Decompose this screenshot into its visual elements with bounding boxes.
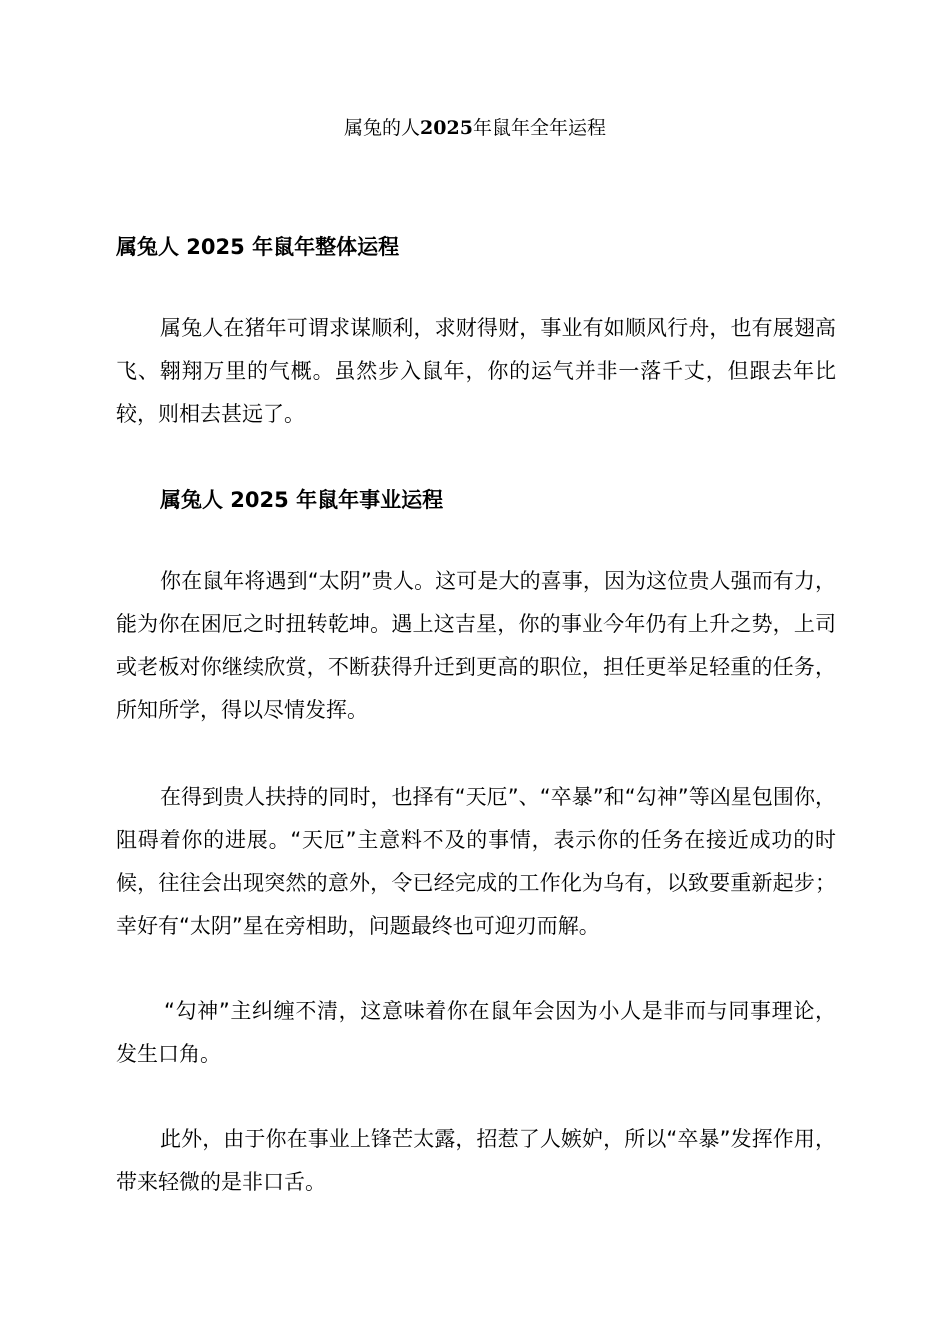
paragraph-career-1: 你在鼠年将遇到“太阴”贵人。这可是大的喜事，因为这位贵人强而有力，能为你在困厄之时扭转乾坤。遇上这吉星，你的事业今年仍有上升之势，上司或老板对你继续欣赏，不断获得升迁到更高的职位，担任更举足轻重的任务，所知所学，得以尽情发挥。: [116, 569, 836, 722]
paragraph-career-2: 在得到贵人扶持的同时，也择有“天厄”、“卒暴”和“勾神”等凶星包围你，阻碍着你的进展。“天厄”主意料不及的事情，表示你的任务在接近成功的时候，往往会出现突然的意外，令已经完成的工作化为乌有，以致要重新起步；幸好有“太阴”星在旁相助，问题最终也可迎刃而解。: [116, 785, 836, 938]
document-title-year: 2025: [420, 117, 473, 139]
document-title: [0, 114, 950, 142]
paragraph-career-3: “勾神”主纠缠不清，这意味着你在鼠年会因为小人是非而与同事理论，发生口角。: [116, 999, 836, 1066]
section-heading-career: 属兔人 2025 年鼠年事业运程: [160, 488, 444, 512]
paragraph-overall: 属兔人在猪年可谓求谋顺利，求财得财，事业有如顺风行舟，也有展翅高飞、翱翔万里的气概。虽然步入鼠年，你的运气并非一落千丈，但跟去年比较，则相去甚远了。: [116, 316, 836, 426]
paragraph-career-4: 此外，由于你在事业上锋芒太露，招惹了人嫉妒，所以“卒暴”发挥作用，带来轻微的是非口舌。: [116, 1127, 836, 1194]
document-title-prefix: 属兔的人: [344, 117, 421, 139]
section-heading-overall: 属兔人 2025 年鼠年整体运程: [116, 235, 400, 259]
document-title-suffix: 年鼠年全年运程: [472, 117, 606, 139]
